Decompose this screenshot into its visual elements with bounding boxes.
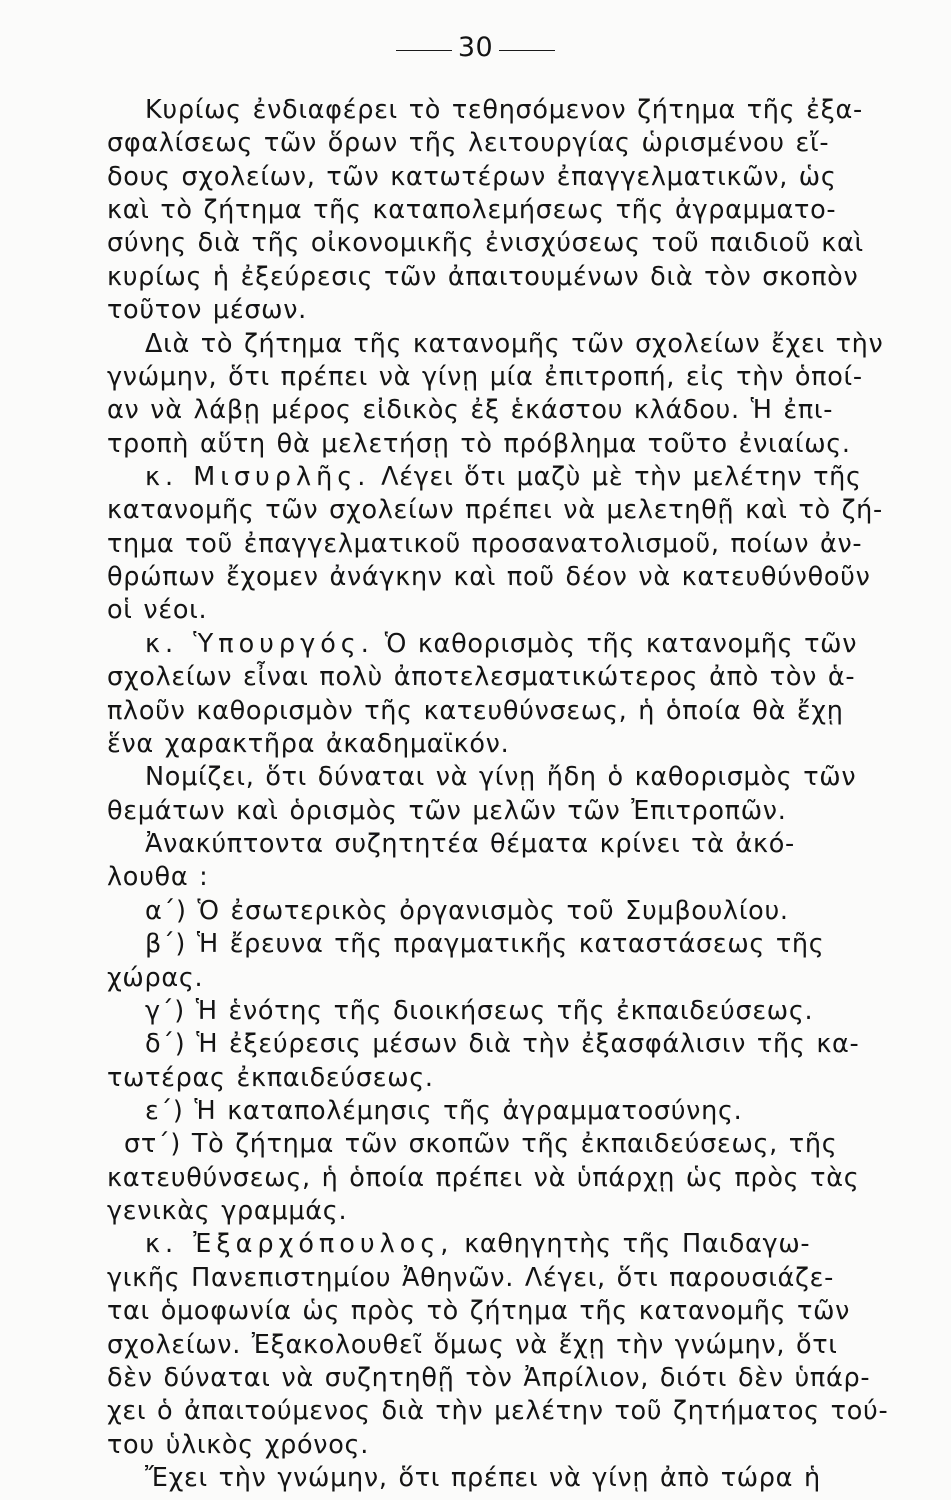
line-text: κατανομῆς τῶν σχολείων πρέπει νὰ μελετηθῇ καὶ τὸ ζή- bbox=[107, 495, 883, 525]
line-text: δὲν δύναται νὰ συζητηθῇ τὸν Ἀπρίλιον, διότι δὲν ὑπάρ- bbox=[107, 1363, 871, 1393]
text-line bbox=[107, 661, 855, 693]
text-line bbox=[107, 1362, 870, 1394]
text-line bbox=[107, 594, 207, 626]
text-line bbox=[107, 1429, 369, 1461]
line-text: δ΄) Ἡ ἐξεύρεσις μέσων διὰ τὴν ἐξασφάλισιν τῆς κα- bbox=[145, 1029, 860, 1059]
text-line bbox=[107, 394, 833, 426]
text-line bbox=[107, 861, 208, 893]
line-text: Κυρίως ἐνδιαφέρει τὸ τεθησόμενον ζήτημα τῆς ἐξα- bbox=[145, 95, 863, 125]
text-line bbox=[107, 528, 862, 560]
text-line bbox=[145, 1462, 821, 1494]
line-text: τωτέρας ἐκπαιδεύσεως. bbox=[107, 1063, 434, 1093]
line-text: Λέγει ὅτι μαζὺ μὲ τὴν μελέτην τῆς bbox=[370, 462, 862, 492]
line-text: πλοῦν καθορισμὸν τῆς κατευθύνσεως, ἡ ὁποία θὰ ἔχῃ bbox=[107, 696, 844, 726]
text-line bbox=[145, 628, 857, 660]
line-text: του ὑλικὸς χρόνος. bbox=[107, 1430, 370, 1460]
line-text: Ὁ καθορισμὸς τῆς κατανομῆς τῶν bbox=[373, 629, 858, 659]
text-line bbox=[107, 1295, 850, 1327]
text-line bbox=[124, 1128, 837, 1160]
text-line bbox=[107, 1395, 888, 1427]
text-line bbox=[145, 1028, 859, 1060]
text-line bbox=[107, 795, 787, 827]
line-text: κυρίως ἡ ἐξεύρεσις τῶν ἀπαιτουμένων διὰ τὸν σκοπὸν bbox=[107, 262, 859, 292]
line-text: καθηγητὴς τῆς Παιδαγω- bbox=[453, 1229, 811, 1259]
text-line bbox=[145, 828, 795, 860]
line-text: τοῦτον μέσων. bbox=[107, 295, 307, 325]
text-line bbox=[145, 1095, 742, 1127]
line-text: Ἔχει τὴν γνώμην, ὅτι πρέπει νὰ γίνῃ ἀπὸ τώρα ἡ bbox=[145, 1463, 821, 1493]
line-text: λουθα : bbox=[107, 862, 209, 892]
speaker-name: κ. Ὑπουργός. bbox=[145, 629, 374, 659]
text-line bbox=[107, 1162, 859, 1194]
text-line bbox=[107, 261, 858, 293]
line-text: γ΄) Ἡ ἑνότης τῆς διοικήσεως τῆς ἐκπαιδεύσεως. bbox=[145, 996, 814, 1026]
text-line bbox=[107, 728, 509, 760]
text-line bbox=[107, 1062, 434, 1094]
text-line bbox=[107, 494, 883, 526]
line-text: σχολείων εἶναι πολὺ ἀποτελεσματικώτερος ἀπὸ τὸν ἁ- bbox=[107, 662, 856, 692]
line-text: καὶ τὸ ζήτημα τῆς καταπολεμήσεως τῆς ἀγραμματο- bbox=[107, 195, 837, 225]
line-text: αν νὰ λάβῃ μέρος εἰδικὸς ἐξ ἑκάστου κλάδου. Ἡ ἐπι- bbox=[107, 395, 834, 425]
text-line bbox=[107, 227, 864, 259]
line-text: τροπὴ αὕτη θὰ μελετήσῃ τὸ πρόβλημα τοῦτο ἐνιαίως. bbox=[107, 429, 851, 459]
speaker-name: κ. Ἐξαρχόπουλος, bbox=[145, 1229, 454, 1259]
line-text: ται ὁμοφωνία ὡς πρὸς τὸ ζήτημα τῆς κατανομῆς τῶν bbox=[107, 1296, 851, 1326]
speaker-name: κ. Μισυρλῆς. bbox=[145, 462, 371, 492]
line-text: χώρας. bbox=[107, 963, 204, 993]
text-line bbox=[145, 328, 883, 360]
text-line bbox=[107, 161, 837, 193]
line-text: γνώμην, ὅτι πρέπει νὰ γίνῃ μία ἐπιτροπή, εἰς τὴν ὁποί- bbox=[107, 362, 863, 392]
text-line bbox=[107, 294, 307, 326]
line-text: θρώπων ἔχομεν ἀνάγκην καὶ ποῦ δέον νὰ κατευθύνθοῦν bbox=[107, 562, 871, 592]
text-line bbox=[107, 561, 871, 593]
text-line bbox=[145, 895, 789, 927]
text-line bbox=[107, 1195, 347, 1227]
line-text: ἕνα χαρακτῆρα ἀκαδημαϊκόν. bbox=[107, 729, 510, 759]
line-text: δους σχολείων, τῶν κατωτέρων ἐπαγγελματικῶν, ὡς bbox=[107, 162, 837, 192]
line-text: α΄) Ὁ ἐσωτερικὸς ὀργανισμὸς τοῦ Συμβουλίου. bbox=[145, 896, 789, 926]
text-line bbox=[145, 761, 856, 793]
line-text: τημα τοῦ ἐπαγγελματικοῦ προσανατολισμοῦ, ποίων ἀν- bbox=[107, 529, 863, 559]
text-line bbox=[145, 94, 863, 126]
text-line bbox=[145, 1228, 810, 1260]
line-text: γενικὰς γραμμάς. bbox=[107, 1196, 348, 1226]
line-text: οἱ νέοι. bbox=[107, 595, 208, 625]
text-line bbox=[107, 695, 844, 727]
line-text: Νομίζει, ὅτι δύναται νὰ γίνῃ ἤδη ὁ καθορισμὸς τῶν bbox=[145, 762, 857, 792]
text-line bbox=[145, 995, 813, 1027]
text-line bbox=[107, 361, 863, 393]
text-line bbox=[107, 1329, 838, 1361]
line-text: θεμάτων καὶ ὁρισμὸς τῶν μελῶν τῶν Ἐπιτροπῶν. bbox=[107, 796, 787, 826]
text-line bbox=[145, 461, 862, 493]
line-text: χει ὁ ἀπαιτούμενος διὰ τὴν μελέτην τοῦ ζητήματος τού- bbox=[107, 1396, 889, 1426]
line-text: ε΄) Ἡ καταπολέμησις τῆς ἀγραμματοσύνης. bbox=[145, 1096, 743, 1126]
line-text: σύνης διὰ τῆς οἰκονομικῆς ἐνισχύσεως τοῦ παιδιοῦ καὶ bbox=[107, 228, 864, 258]
line-text: Διὰ τὸ ζήτημα τῆς κατανομῆς τῶν σχολείων ἔχει τὴν bbox=[145, 329, 884, 359]
line-text: Ἀνακύπτοντα συζητητέα θέματα κρίνει τὰ ἀκό- bbox=[145, 829, 795, 859]
line-text: γικῆς Πανεπιστημίου Ἀθηνῶν. Λέγει, ὅτι παρουσιάζε- bbox=[107, 1263, 835, 1293]
line-text: στ΄) Τὸ ζήτημα τῶν σκοπῶν τῆς ἐκπαιδεύσεως, τῆς bbox=[124, 1129, 838, 1159]
text-line bbox=[107, 194, 836, 226]
line-text: β΄) Ἡ ἔρευνα τῆς πραγματικῆς καταστάσεως τῆς bbox=[145, 929, 825, 959]
text-line bbox=[107, 1262, 834, 1294]
text-line bbox=[107, 962, 203, 994]
text-line bbox=[145, 928, 824, 960]
page-number-value: 30 bbox=[457, 32, 494, 63]
text-line bbox=[107, 127, 829, 159]
line-text: κατευθύνσεως, ἡ ὁποία πρέπει νὰ ὑπάρχῃ ὡς πρὸς τὰς bbox=[107, 1163, 860, 1193]
line-text: σχολείων. Ἐξακολουθεῖ ὅμως νὰ ἔχῃ τὴν γνώμην, ὅτι bbox=[107, 1330, 838, 1360]
text-line bbox=[107, 428, 851, 460]
line-text: σφαλίσεως τῶν ὅρων τῆς λειτουργίας ὡρισμένου εἴ- bbox=[107, 128, 830, 158]
